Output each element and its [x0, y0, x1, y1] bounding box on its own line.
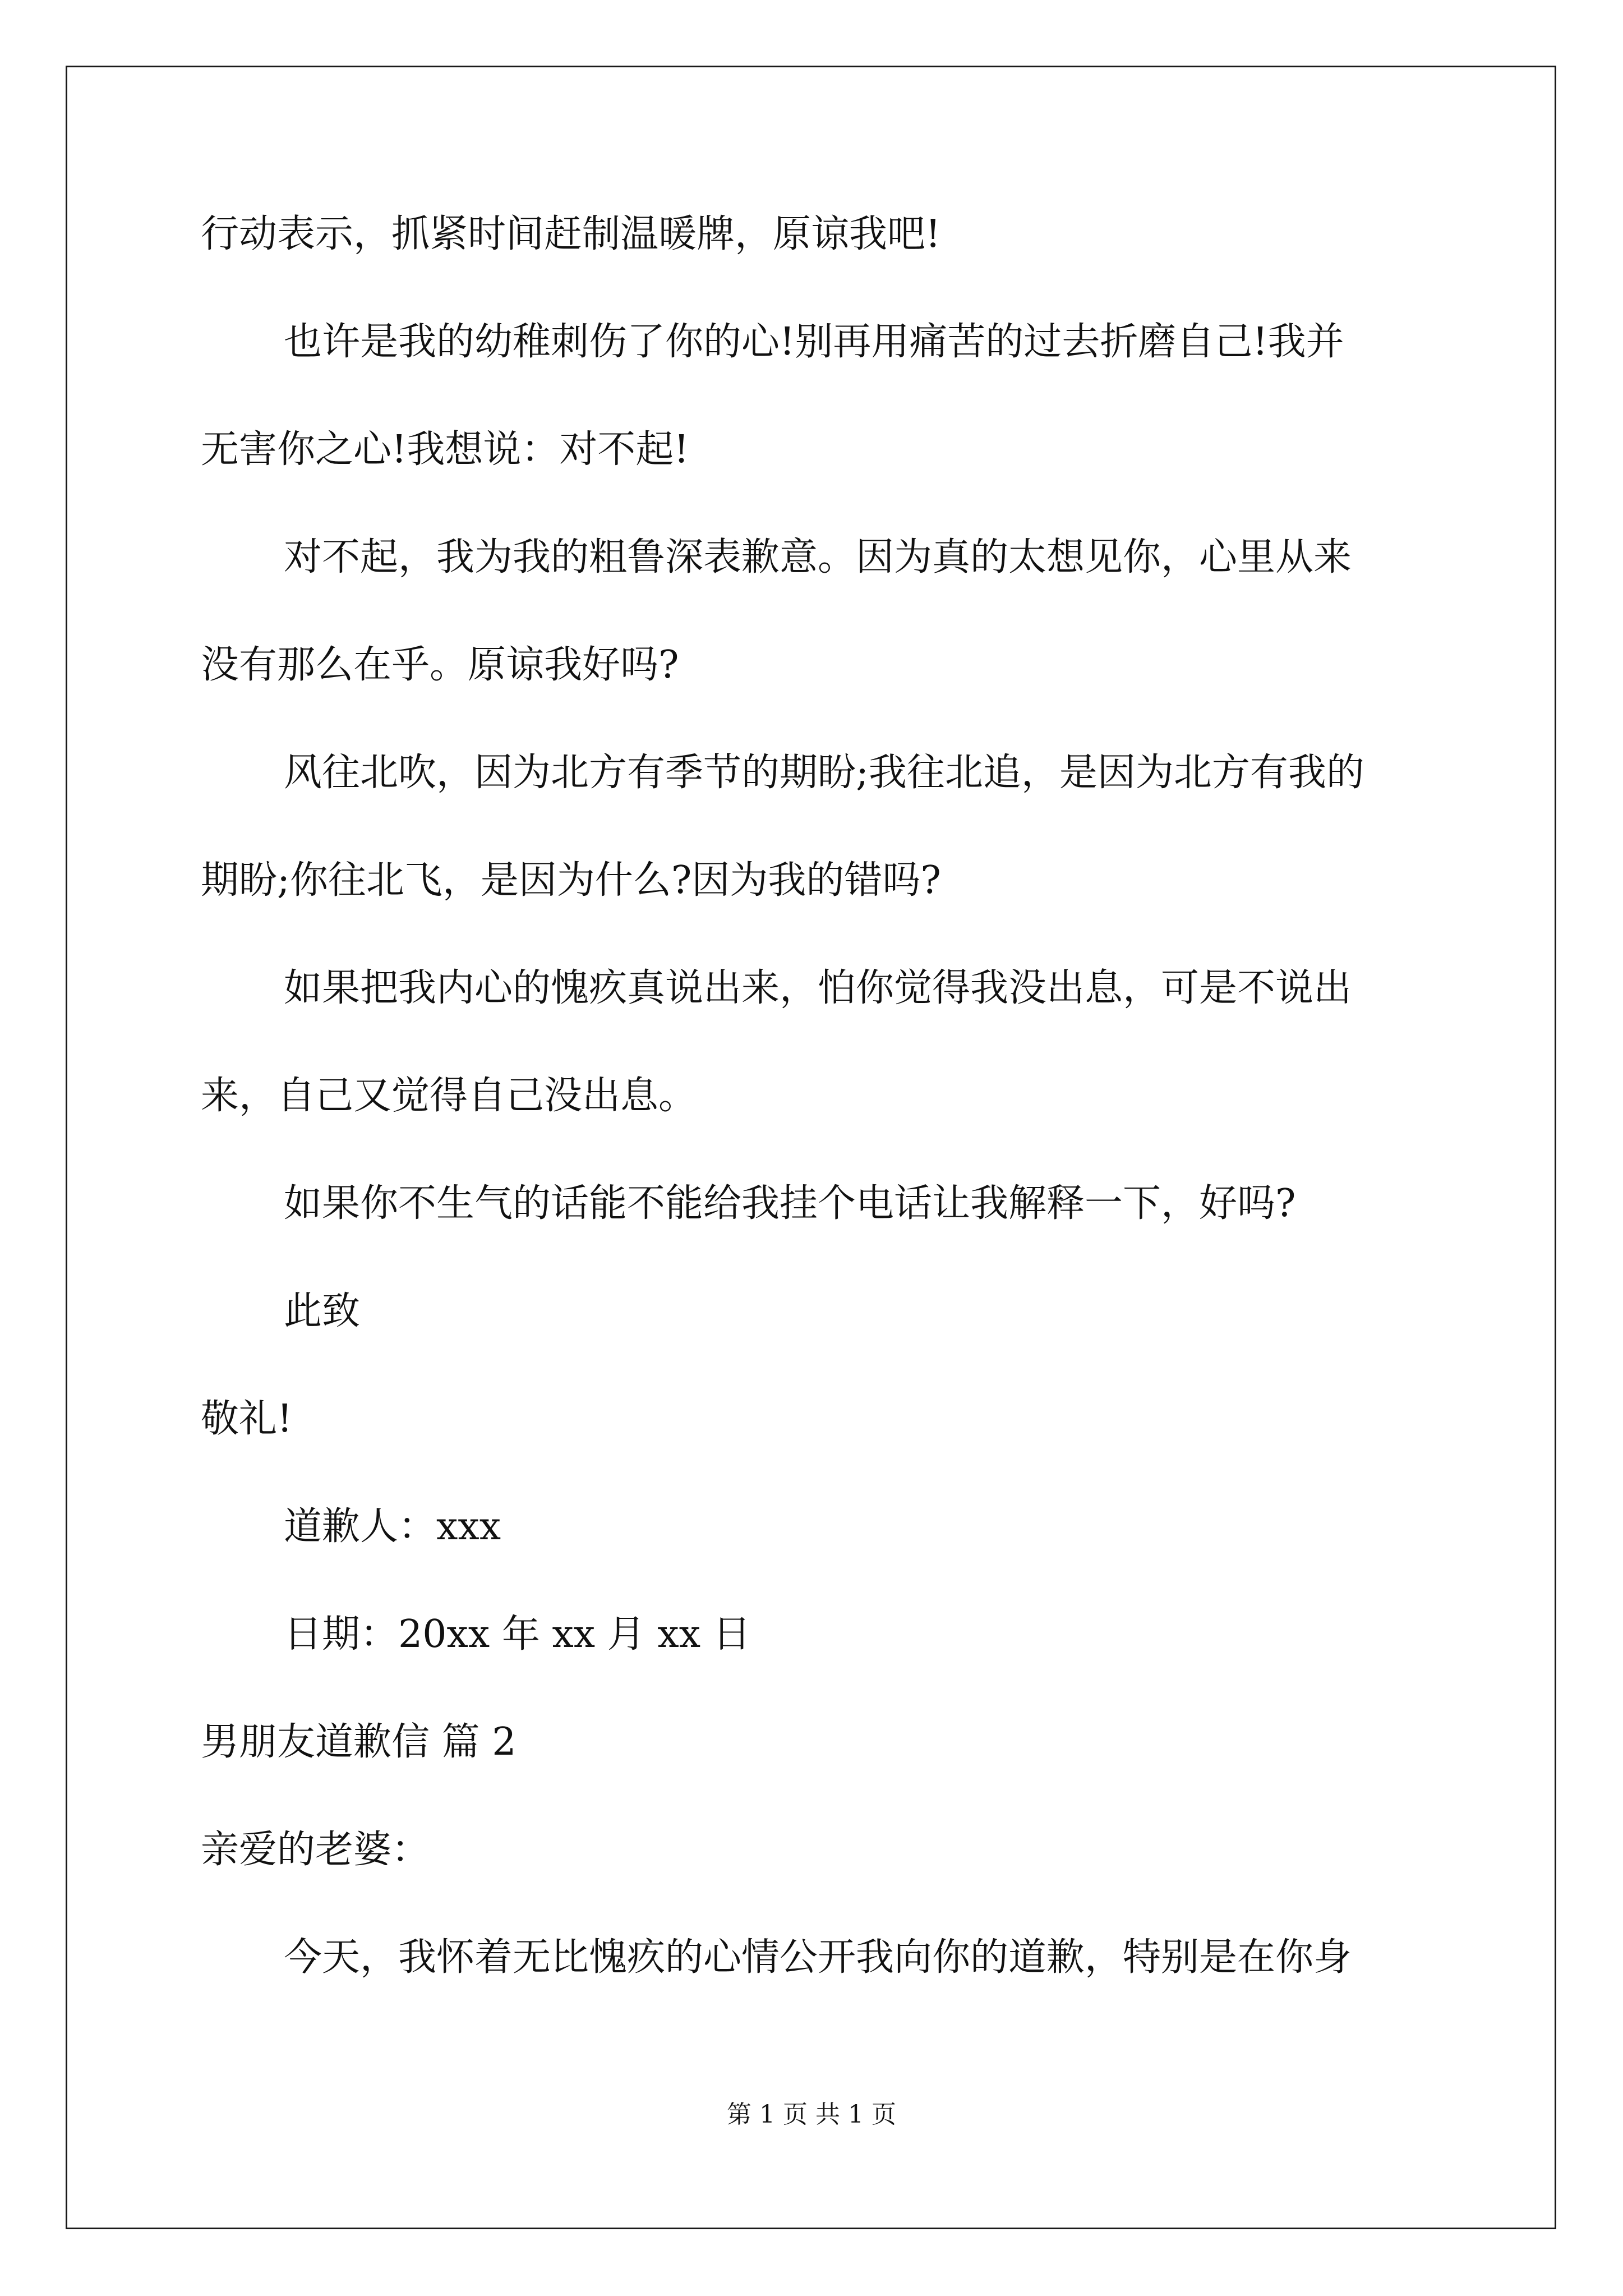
text-line-4: 对不起，我为我的粗鲁深表歉意。因为真的太想见你，心里从来 — [284, 535, 1352, 579]
page-footer: 第 1 页 共 1 页 — [727, 2100, 896, 2129]
text-line-10: 如果你不生气的话能不能给我挂个电话让我解释一下，好吗? — [284, 1181, 1296, 1226]
text-line-1: 行动表示，抓紧时间赶制温暖牌，原谅我吧! — [201, 212, 941, 256]
text-line-8: 如果把我内心的愧疚真说出来，怕你觉得我没出息，可是不说出 — [284, 966, 1352, 1010]
greeting-line: 亲爱的老婆： — [201, 1828, 430, 1872]
text-line-7: 期盼;你往北飞，是因为什么?因为我的错吗? — [201, 858, 941, 903]
text-line-17: 今天，我怀着无比愧疚的心情公开我向你的道歉，特别是在你身 — [284, 1935, 1352, 1980]
text-line-9: 来，自己又觉得自己没出息。 — [201, 1074, 697, 1118]
text-line-5: 没有那么在乎。原谅我好吗? — [201, 643, 679, 687]
text-line-3: 无害你之心!我想说：对不起! — [201, 427, 689, 472]
signature-line: 道歉人：xxx — [284, 1504, 501, 1549]
salutation-closing: 此致 — [284, 1289, 361, 1333]
date-line: 日期：20xx 年 xx 月 xx 日 — [284, 1612, 751, 1657]
section-heading: 男朋友道歉信 篇 2 — [201, 1720, 517, 1764]
text-line-2: 也许是我的幼稚刺伤了你的心!别再用痛苦的过去折磨自己!我并 — [284, 320, 1344, 364]
salutation-regards: 敬礼! — [201, 1397, 293, 1441]
page-border — [66, 66, 1556, 2229]
text-line-6: 风往北吹，因为北方有季节的期盼;我往北追，是因为北方有我的 — [284, 751, 1364, 795]
